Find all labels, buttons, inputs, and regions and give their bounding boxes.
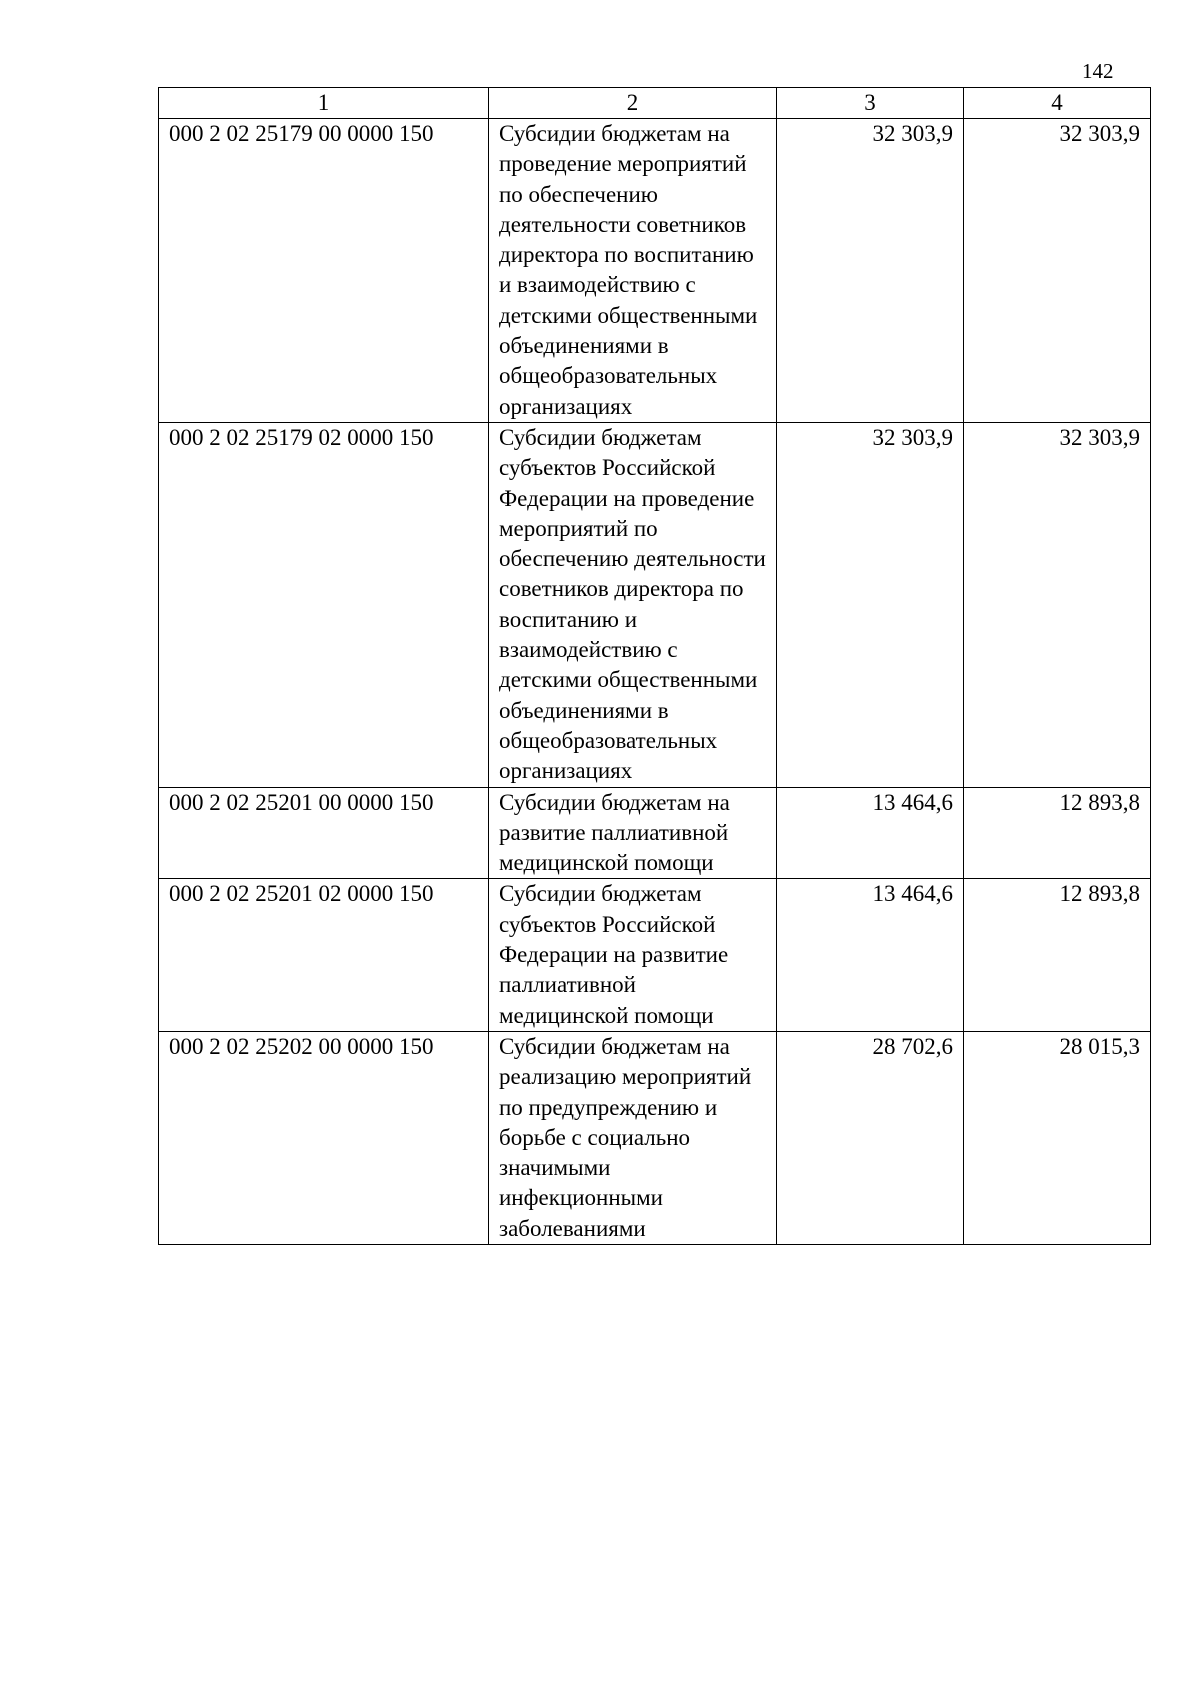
amount-col4-cell: 32 303,9 [964,422,1151,787]
column-header-2: 2 [489,88,777,119]
page-number: 142 [1082,59,1114,83]
revenue-code-cell: 000 2 02 25201 02 0000 150 [159,879,489,1031]
revenue-code-cell: 000 2 02 25179 02 0000 150 [159,422,489,787]
revenue-code-cell: 000 2 02 25202 00 0000 150 [159,1031,489,1244]
revenue-name-cell: Субсидии бюджетам на проведение мероприятий по обеспечению деятельности советников директора по воспитанию и взаимодействию с детскими общественными объединениями в общеобразовательных организациях [489,119,777,423]
column-header-1: 1 [159,88,489,119]
amount-col4-cell: 12 893,8 [964,787,1151,879]
amount-col4-cell: 32 303,9 [964,119,1151,423]
revenue-name-cell: Субсидии бюджетам на реализацию мероприятий по предупреждению и борьбе с социально значимыми инфекционными заболеваниями [489,1031,777,1244]
revenue-name-cell: Субсидии бюджетам субъектов Российской Федерации на развитие паллиативной медицинской помощи [489,879,777,1031]
budget-table [158,87,1151,1245]
amount-col3-cell: 13 464,6 [777,879,964,1031]
table-row [159,1031,1151,1244]
amount-col3-cell: 28 702,6 [777,1031,964,1244]
table-row [159,787,1151,879]
revenue-name-cell: Субсидии бюджетам субъектов Российской Федерации на проведение мероприятий по обеспечению деятельности советников директора по воспитанию и взаимодействию с детскими общественными объединениями в общеобразовательных организациях [489,422,777,787]
revenue-code-cell: 000 2 02 25179 00 0000 150 [159,119,489,423]
column-header-4: 4 [964,88,1151,119]
revenue-code-cell: 000 2 02 25201 00 0000 150 [159,787,489,879]
column-header-3: 3 [777,88,964,119]
amount-col3-cell: 13 464,6 [777,787,964,879]
revenue-name-cell: Субсидии бюджетам на развитие паллиативной медицинской помощи [489,787,777,879]
table-row [159,879,1151,1031]
table-header-row [159,88,1151,119]
table-row [159,119,1151,423]
amount-col3-cell: 32 303,9 [777,422,964,787]
amount-col3-cell: 32 303,9 [777,119,964,423]
table-row [159,422,1151,787]
amount-col4-cell: 12 893,8 [964,879,1151,1031]
amount-col4-cell: 28 015,3 [964,1031,1151,1244]
